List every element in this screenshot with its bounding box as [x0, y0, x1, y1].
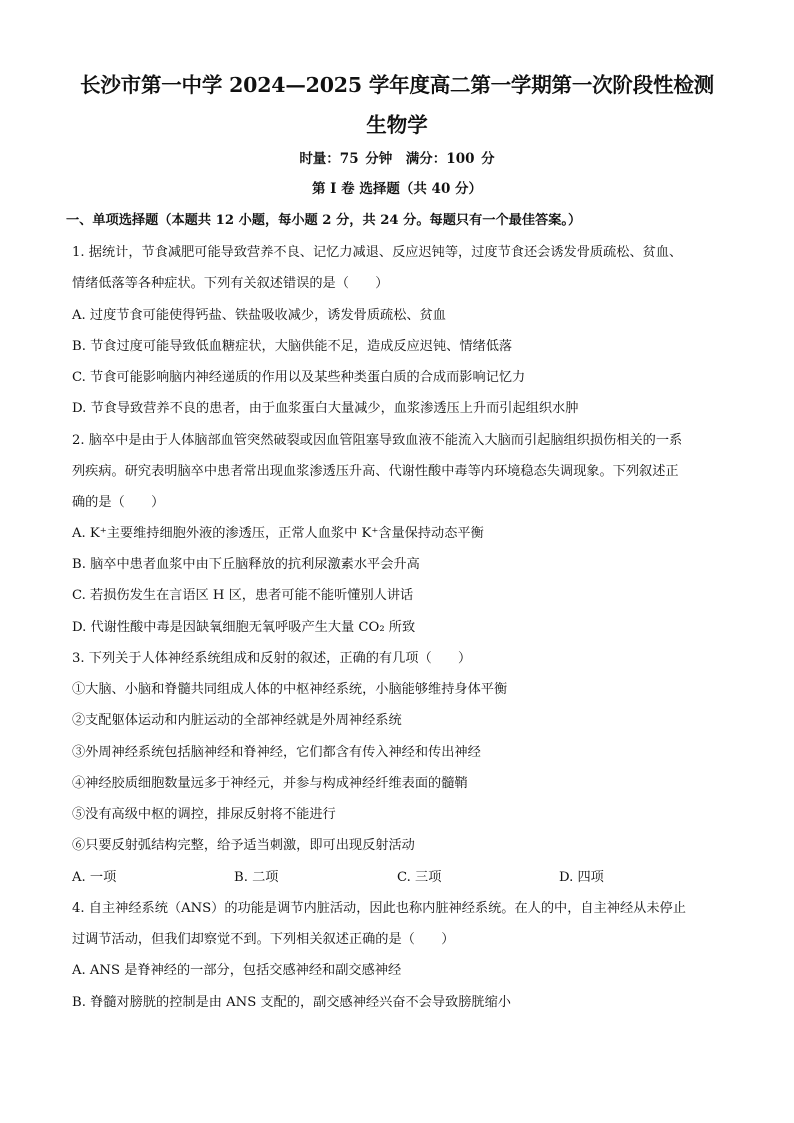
q3-statement-6: ⑥只要反射弧结构完整，给予适当刺激，即可出现反射活动 [72, 838, 415, 853]
q2-option-b: B. 脑卒中患者血浆中由下丘脑释放的抗利尿激素水平会升高 [72, 557, 420, 572]
q3-option-b: B. 二项 [234, 870, 279, 885]
q3-option-c: C. 三项 [397, 870, 442, 885]
part-title: 第 I 卷 选择题（共 40 分） [311, 181, 483, 197]
q3-statement-1: ①大脑、小脑和脊髓共同组成人体的中枢神经系统，小脑能够维持身体平衡 [72, 682, 508, 697]
q3-statement-5: ⑤没有高级中枢的调控，排尿反射将不能进行 [72, 807, 336, 822]
q2-stem-line-3: 确的是（ ） [72, 495, 165, 510]
q2-stem-line-2: 列疾病。研究表明脑卒中患者常出现血浆渗透压升高、代谢性酸中毒等内环境稳态失调现象。下列叙述正 [72, 464, 679, 479]
q1-option-d: D. 节食导致营养不良的患者，由于血浆蛋白大量减少，血浆渗透压上升而引起组织水肿 [72, 401, 579, 416]
q3-statement-4: ④神经胶质细胞数量远多于神经元，并参与构成神经纤维表面的髓鞘 [72, 776, 468, 791]
q2-option-a: A. K⁺主要维持细胞外液的渗透压，正常人血浆中 K⁺含量保持动态平衡 [72, 526, 484, 541]
q1-option-c: C. 节食可能影响脑内神经递质的作用以及某些种类蛋白质的合成而影响记忆力 [72, 370, 526, 385]
time-score-line: 时量：75 分钟 满分：100 分 [299, 151, 495, 167]
q1-option-b: B. 节食过度可能导致低血糖症状，大脑供能不足，造成反应迟钝、情绪低落 [72, 339, 513, 354]
q1-stem-line-2: 情绪低落等各种症状。下列有关叙述错误的是（ ） [72, 276, 389, 291]
q3-statement-3: ③外周神经系统包括脑神经和脊神经，它们都含有传入神经和传出神经 [72, 745, 481, 760]
q1-stem-line-1: 1. 据统计，节食减肥可能导致营养不良、记忆力减退、反应迟钝等，过度节食还会诱发骨质疏松、贫血、 [72, 245, 683, 260]
q3-option-a: A. 一项 [72, 870, 117, 885]
q3-option-d: D. 四项 [559, 870, 604, 885]
q4-option-b: B. 脊髓对膀胱的控制是由 ANS 支配的，副交感神经兴奋不会导致膀胱缩小 [72, 995, 511, 1010]
q3-statement-2: ②支配躯体运动和内脏运动的全部神经就是外周神经系统 [72, 713, 402, 728]
q2-option-c: C. 若损伤发生在言语区 H 区，患者可能不能听懂别人讲话 [72, 588, 414, 603]
exam-title: 长沙市第一中学 2024—2025 学年度高二第一学期第一次阶段性检测 [80, 73, 714, 97]
q1-option-a: A. 过度节食可能使得钙盐、铁盐吸收减少，诱发骨质疏松、贫血 [72, 308, 446, 323]
q3-stem: 3. 下列关于人体神经系统组成和反射的叙述，正确的有几项（ ） [72, 651, 472, 666]
section-heading: 一、单项选择题（本题共 12 小题，每小题 2 分，共 24 分。每题只有一个最佳答案。） [66, 213, 582, 228]
q4-stem-line-1: 4. 自主神经系统（ANS）的功能是调节内脏活动，因此也称内脏神经系统。在人的中，自主神经从未停止 [72, 901, 686, 916]
q4-stem-line-2: 过调节活动，但我们却察觉不到。下列相关叙述正确的是（ ） [72, 932, 455, 947]
subject-title: 生物学 [366, 113, 428, 137]
q2-option-d: D. 代谢性酸中毒是因缺氧细胞无氧呼吸产生大量 CO₂ 所致 [72, 620, 416, 635]
q2-stem-line-1: 2. 脑卒中是由于人体脑部血管突然破裂或因血管阻塞导致血液不能流入大脑而引起脑组织损伤相关的一系 [72, 433, 683, 448]
q4-option-a: A. ANS 是脊神经的一部分，包括交感神经和副交感神经 [72, 963, 402, 978]
